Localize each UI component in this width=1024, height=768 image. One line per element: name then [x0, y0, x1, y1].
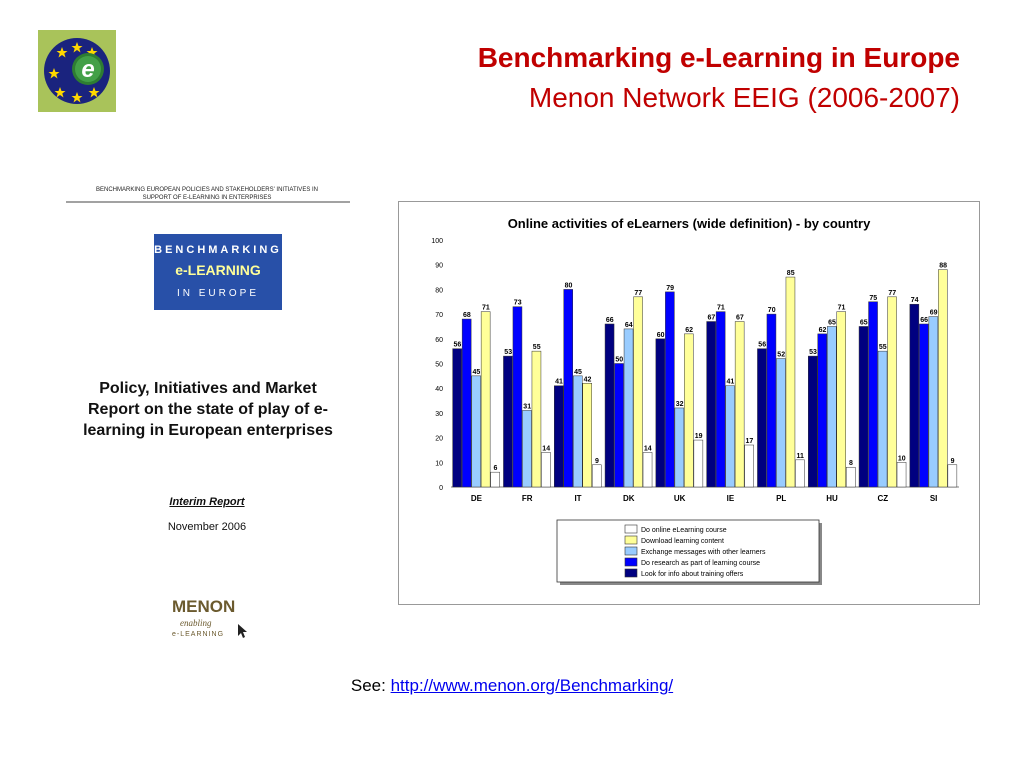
bar-value-label: 67	[736, 314, 744, 322]
x-tick-label: DE	[470, 494, 482, 503]
bar	[846, 467, 855, 487]
bar	[818, 334, 827, 487]
bar-value-label: 79	[666, 284, 674, 292]
bar	[675, 408, 684, 487]
bar	[919, 324, 928, 487]
x-tick-label: IT	[574, 494, 582, 503]
bar-value-label: 88	[939, 262, 947, 270]
bar-value-label: 77	[634, 289, 643, 297]
bar	[757, 349, 766, 487]
y-tick-label: 20	[435, 435, 443, 443]
bar	[808, 356, 817, 487]
cover-box-line1: BENCHMARKING	[154, 244, 282, 256]
bar-value-label: 50	[615, 356, 624, 364]
bar-value-label: 56	[758, 341, 767, 349]
bar	[707, 322, 716, 487]
cursor-icon	[238, 624, 247, 638]
bar-value-label: 53	[809, 349, 817, 357]
bar	[453, 349, 462, 487]
bar-value-label: 45	[574, 368, 582, 376]
bar-value-label: 70	[767, 307, 776, 315]
bar	[878, 351, 887, 487]
see-line	[0, 676, 1024, 696]
bar-value-label: 66	[605, 316, 614, 324]
y-tick-label: 10	[435, 460, 443, 468]
chart-panel	[398, 201, 980, 605]
bar	[605, 324, 614, 487]
x-tick-label: HU	[826, 494, 838, 503]
benchmarking-link[interactable]: http://www.menon.org/Benchmarking/	[390, 676, 674, 695]
bar	[888, 297, 897, 487]
bar-value-label: 14	[643, 445, 652, 453]
bar	[735, 322, 744, 487]
bar	[513, 307, 522, 487]
bar-value-label: 77	[888, 289, 897, 297]
y-tick-label: 40	[435, 386, 443, 394]
bar	[615, 364, 624, 488]
bar-value-label: 31	[523, 403, 532, 411]
bar-value-label: 71	[717, 304, 725, 312]
x-tick-label: CZ	[877, 494, 889, 503]
bar	[776, 359, 785, 487]
bar	[634, 297, 643, 487]
x-tick-label: IE	[726, 494, 735, 503]
y-tick-label: 0	[439, 485, 443, 492]
x-tick-label: UK	[673, 494, 686, 503]
bar	[716, 312, 725, 487]
logo-letter: e	[81, 56, 95, 83]
bar-chart	[399, 202, 979, 604]
bar	[592, 465, 601, 487]
bar	[554, 386, 563, 487]
bar	[795, 460, 804, 487]
y-tick-label: 90	[435, 262, 443, 270]
bar	[910, 304, 919, 487]
report-cover	[62, 180, 352, 640]
bar	[745, 445, 754, 487]
bar	[869, 302, 878, 487]
bar	[573, 376, 582, 487]
cover-header	[62, 186, 352, 202]
y-tick-label: 100	[431, 238, 443, 245]
bar	[643, 452, 652, 487]
slide-title: Benchmarking e-Learning in Europe	[477, 42, 960, 73]
bar	[726, 386, 735, 487]
cover-rule	[66, 201, 350, 203]
eu-logo	[38, 30, 116, 112]
bar-value-label: 8	[849, 460, 853, 468]
legend-label: Exchange messages with other learners	[641, 549, 766, 556]
legend-swatch	[625, 569, 637, 577]
bar	[837, 312, 846, 487]
legend-swatch	[625, 536, 637, 544]
bar	[491, 472, 500, 487]
bar-value-label: 64	[624, 321, 633, 329]
bar	[897, 462, 906, 487]
bar	[786, 277, 795, 487]
slide-subtitle: Menon Network EEIG (2006-2007)	[528, 82, 960, 113]
bar-value-label: 19	[694, 433, 703, 441]
bar	[481, 312, 490, 487]
y-tick-label: 70	[435, 312, 443, 320]
bar-value-label: 32	[675, 400, 684, 408]
bar-value-label: 9	[950, 457, 955, 465]
x-tick-label: SI	[929, 494, 938, 503]
bar	[522, 410, 531, 487]
cover-date: November 2006	[167, 521, 247, 533]
bar-value-label: 65	[859, 319, 868, 327]
legend-swatch	[625, 525, 637, 533]
bar	[541, 452, 550, 487]
bar	[665, 292, 674, 487]
cover-box-line3: IN EUROPE	[176, 288, 259, 299]
bar-value-label: 65	[828, 319, 836, 327]
bar	[583, 383, 592, 487]
bar	[938, 270, 947, 487]
bar	[929, 317, 938, 487]
bar-value-label: 41	[555, 378, 563, 386]
x-tick-label: DK	[623, 494, 635, 503]
bar-value-label: 71	[482, 304, 490, 312]
bar-value-label: 80	[564, 282, 573, 290]
bar	[472, 376, 481, 487]
menon-logo-sub2: e-LEARNING	[172, 631, 225, 638]
bar-value-label: 75	[869, 294, 878, 302]
bar-value-label: 71	[837, 304, 846, 312]
bar	[859, 326, 868, 487]
bar-value-label: 17	[745, 438, 754, 446]
bar-value-label: 10	[897, 455, 906, 463]
chart-title: Online activities of eLearners (wide definition) - by country	[507, 216, 871, 231]
legend-label: Look for info about training offers	[641, 571, 744, 578]
bar	[462, 319, 471, 487]
menon-logo	[170, 590, 250, 640]
legend-label: Do online eLearning course	[641, 527, 727, 534]
bar-value-label: 62	[818, 326, 827, 334]
bar	[948, 465, 957, 487]
bar-value-label: 11	[796, 452, 804, 460]
bar-value-label: 67	[707, 314, 716, 322]
bar-value-label: 73	[513, 299, 522, 307]
bar-value-label: 56	[453, 341, 462, 349]
bar-value-label: 68	[463, 312, 471, 320]
bar-value-label: 14	[542, 445, 551, 453]
y-tick-label: 50	[435, 361, 443, 369]
bar	[827, 326, 836, 487]
bar	[564, 289, 573, 487]
bar-value-label: 9	[595, 457, 599, 465]
bar-value-label: 53	[504, 349, 513, 357]
bar-value-label: 69	[929, 309, 938, 317]
see-label: See:	[350, 676, 386, 695]
x-tick-label: PL	[776, 494, 787, 503]
cover-report-type: Interim Report	[169, 496, 245, 508]
cover-header-line2: SUPPORT OF E-LEARNING IN ENTERPRISES	[142, 195, 272, 201]
bar-value-label: 85	[786, 270, 795, 278]
bar	[767, 314, 776, 487]
bar	[532, 351, 541, 487]
legend-swatch	[625, 558, 637, 566]
legend-swatch	[625, 547, 637, 555]
bar-value-label: 41	[726, 378, 735, 386]
bar-value-label: 62	[685, 326, 693, 334]
bar-value-label: 66	[920, 316, 928, 324]
y-tick-label: 30	[435, 410, 443, 418]
bar-value-label: 55	[532, 344, 541, 352]
legend-label: Download learning content	[641, 538, 724, 545]
bar	[684, 334, 693, 487]
bar	[503, 356, 512, 487]
menon-logo-text: MENON	[172, 597, 236, 616]
bar	[656, 339, 665, 487]
bar	[694, 440, 703, 487]
bar-value-label: 42	[583, 376, 592, 384]
menon-logo-sub1: enabling	[180, 618, 212, 628]
bar-value-label: 55	[878, 344, 887, 352]
bar-value-label: 52	[777, 351, 786, 359]
cover-box-line2: e-LEARNING	[175, 262, 261, 278]
bar	[624, 329, 633, 487]
legend-label: Do research as part of learning course	[641, 560, 761, 567]
cover-title: Policy, Initiatives and Market Report on the state of play of e-learning in European enterprises	[83, 380, 333, 439]
bar-value-label: 60	[656, 331, 665, 339]
bar-value-label: 74	[910, 297, 919, 305]
bar-value-label: 45	[472, 368, 481, 376]
y-tick-label: 60	[435, 336, 443, 344]
y-tick-label: 80	[435, 287, 443, 295]
bar-value-label: 6	[493, 465, 498, 473]
x-tick-label: FR	[521, 494, 533, 503]
cover-header-line1: BENCHMARKING EUROPEAN POLICIES AND STAKEHOLDERS' INITIATIVES IN	[96, 187, 318, 193]
cover-logo-box	[154, 234, 282, 310]
